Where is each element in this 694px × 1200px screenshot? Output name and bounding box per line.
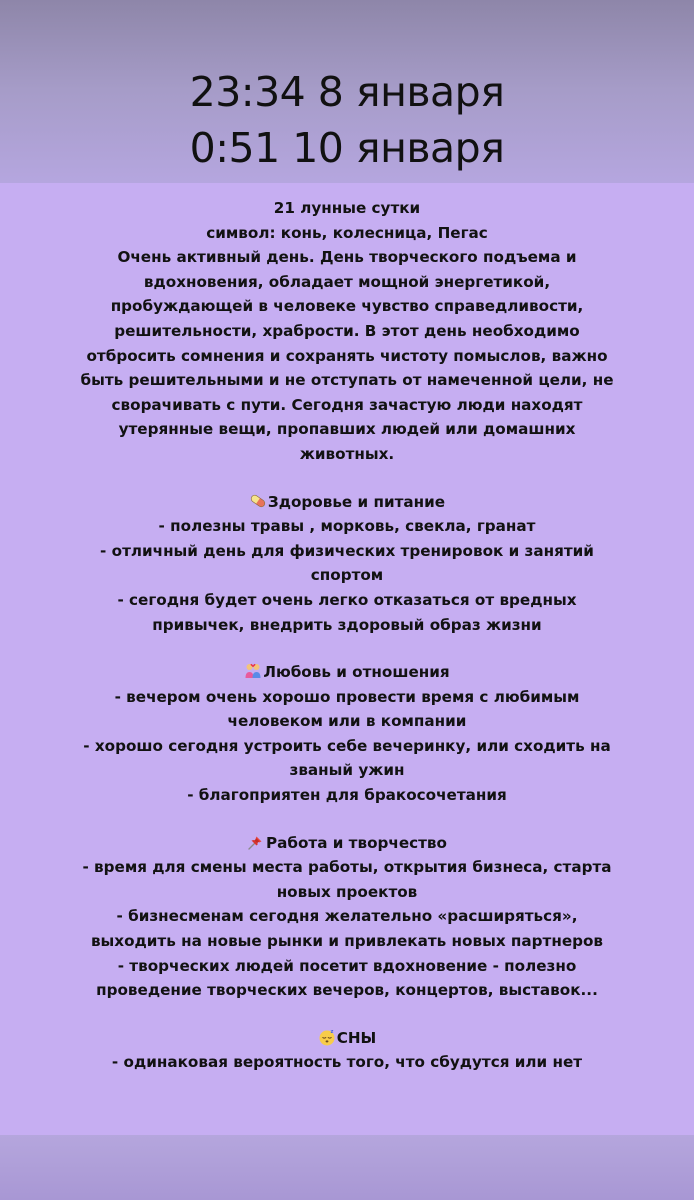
intro-line: сворачивать с пути. Сегодня зачастую люди находят (111, 395, 583, 414)
section-line: званый ужин (289, 761, 405, 780)
section-line: - одинаковая вероятность того, что сбудутся или нет (111, 1053, 583, 1072)
section-title-text: СНЫ (336, 1028, 377, 1047)
section-line: - творческих людей посетит вдохновение - полезно (117, 956, 577, 975)
section-line: - вечером очень хорошо провести время с любимым (114, 687, 580, 706)
section-line: - время для смены места работы, открытия бизнеса, старта (82, 858, 612, 877)
pushpin-icon (247, 833, 265, 851)
intro-line: решительности, храбрости. В этот день необходимо (114, 321, 580, 340)
section-title-text: Здоровье и питание (267, 492, 446, 511)
section-dreams-title (0, 1026, 694, 1051)
moon-day-end-time: 0:51 10 января (189, 124, 505, 172)
couple-icon (244, 662, 262, 680)
section-line: новых проектов (276, 882, 418, 901)
intro-line: животных. (299, 444, 395, 463)
section-line: - бизнесменам сегодня желательно «расширяться», (116, 907, 578, 926)
section-line: - полезны травы , морковь, свекла, гранат (158, 517, 536, 536)
section-line: спортом (310, 566, 384, 585)
svg-text:z: z (330, 1028, 334, 1035)
section-line: - хорошо сегодня устроить себе вечеринку, или сходить на (83, 736, 611, 755)
section-line: - отличный день для физических тренировок и занятий (100, 541, 594, 560)
sleeping-face-icon (318, 1028, 336, 1046)
lunar-day-title: 21 лунные сутки (273, 199, 421, 217)
pill-icon (249, 492, 267, 510)
section-line: - благоприятен для бракосочетания (187, 786, 507, 805)
forecast-content (0, 196, 694, 1075)
header (0, 0, 694, 183)
intro-line: пробуждающей в человеке чувство справедливости, (110, 297, 584, 316)
lunar-day-symbol: символ: конь, колесница, Пегас (206, 223, 488, 242)
section-love-title (0, 660, 694, 685)
bottom-strip (0, 1135, 694, 1200)
section-line: человеком или в компании (227, 712, 467, 731)
intro-line: отбросить сомнения и сохранять чистоту помыслов, важно (86, 346, 608, 365)
intro-line: вдохновения, обладает мощной энергетикой, (143, 272, 551, 291)
section-line: проведение творческих вечеров, концертов, выставок... (96, 981, 598, 1000)
intro-line: быть решительными и не отступать от намеченной цели, не (80, 371, 614, 390)
section-line: выходить на новые рынки и привлекать новых партнеров (90, 932, 604, 951)
section-work-title (0, 831, 694, 856)
intro-line: утерянные вещи, пропавших людей или домашних (118, 420, 576, 439)
section-title-text: Работа и творчество (266, 833, 447, 852)
section-line: - сегодня будет очень легко отказаться от вредных (117, 590, 577, 609)
moon-day-start-time: 23:34 8 января (189, 68, 505, 116)
section-health-title (0, 490, 694, 515)
intro-line: Очень активный день. День творческого подъема и (117, 248, 577, 267)
section-line: привычек, внедрить здоровый образ жизни (152, 615, 542, 634)
section-title-text: Любовь и отношения (263, 663, 450, 682)
